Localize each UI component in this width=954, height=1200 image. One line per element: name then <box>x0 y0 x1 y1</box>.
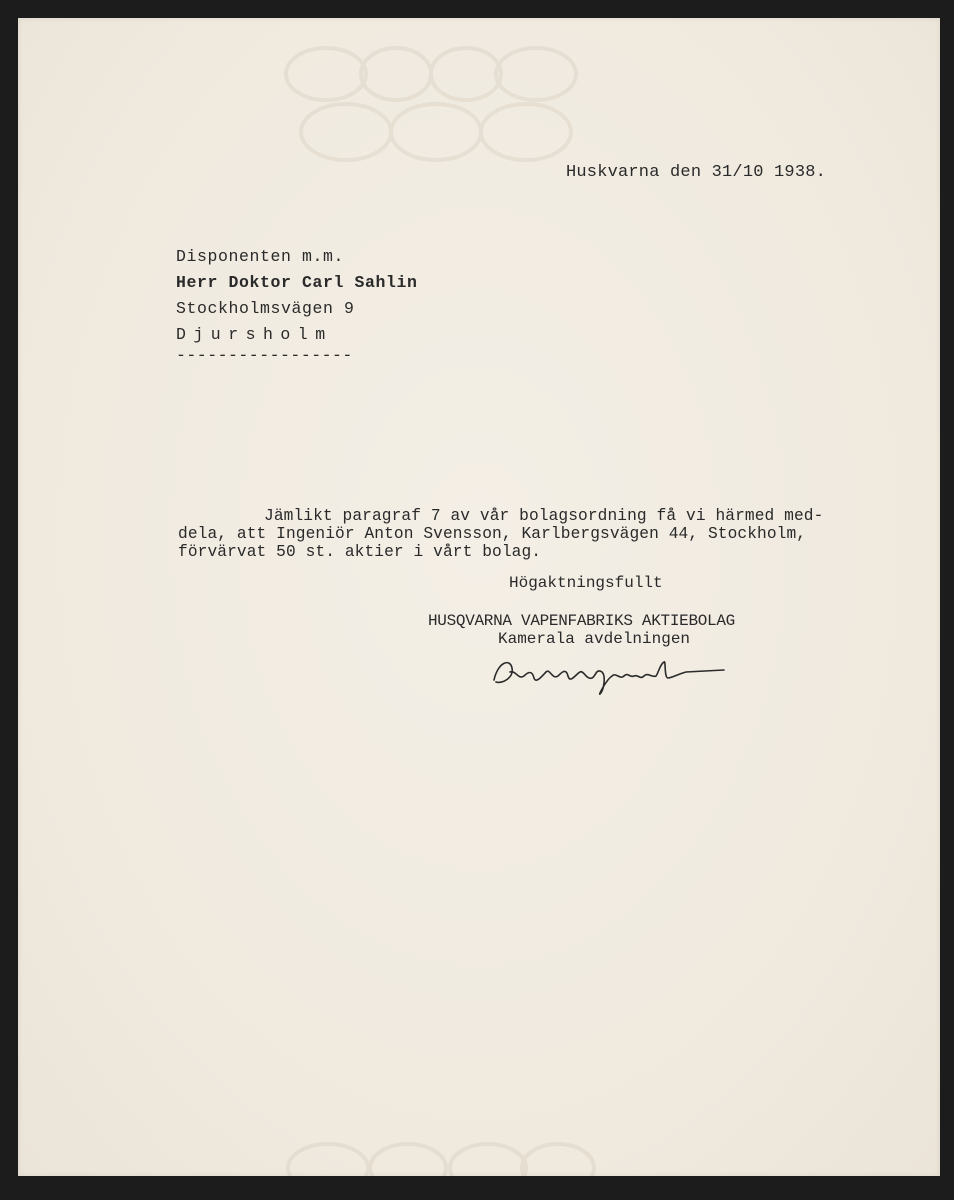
closing-salutation: Högaktningsfullt <box>509 574 663 592</box>
recipient-city: Djursholm <box>176 325 333 344</box>
body-line-1: Jämlikt paragraf 7 av vår bolagsordning få vi härmed med- <box>264 507 824 525</box>
body-line-3: förvärvat 50 st. aktier i vårt bolag. <box>178 543 542 561</box>
place-date: Huskvarna den 31/10 1938. <box>566 163 827 182</box>
footer-watermark-logo-icon <box>278 1128 598 1176</box>
letter-page <box>18 18 940 1176</box>
recipient-name: Herr Doktor Carl Sahlin <box>176 273 418 292</box>
body-line-2: dela, att Ingeniör Anton Svensson, Karlbergsvägen 44, Stockholm, <box>178 525 807 543</box>
recipient-street: Stockholmsvägen 9 <box>176 299 355 318</box>
department-name: Kamerala avdelningen <box>498 630 691 648</box>
letterhead-watermark-logo-icon <box>266 34 606 174</box>
recipient-title: Disponenten m.m. <box>176 247 345 266</box>
company-name: HUSQVARNA VAPENFABRIKS AKTIEBOLAG <box>428 612 735 630</box>
recipient-underline: ----------------- <box>176 346 353 365</box>
handwritten-signature-icon <box>488 650 738 700</box>
